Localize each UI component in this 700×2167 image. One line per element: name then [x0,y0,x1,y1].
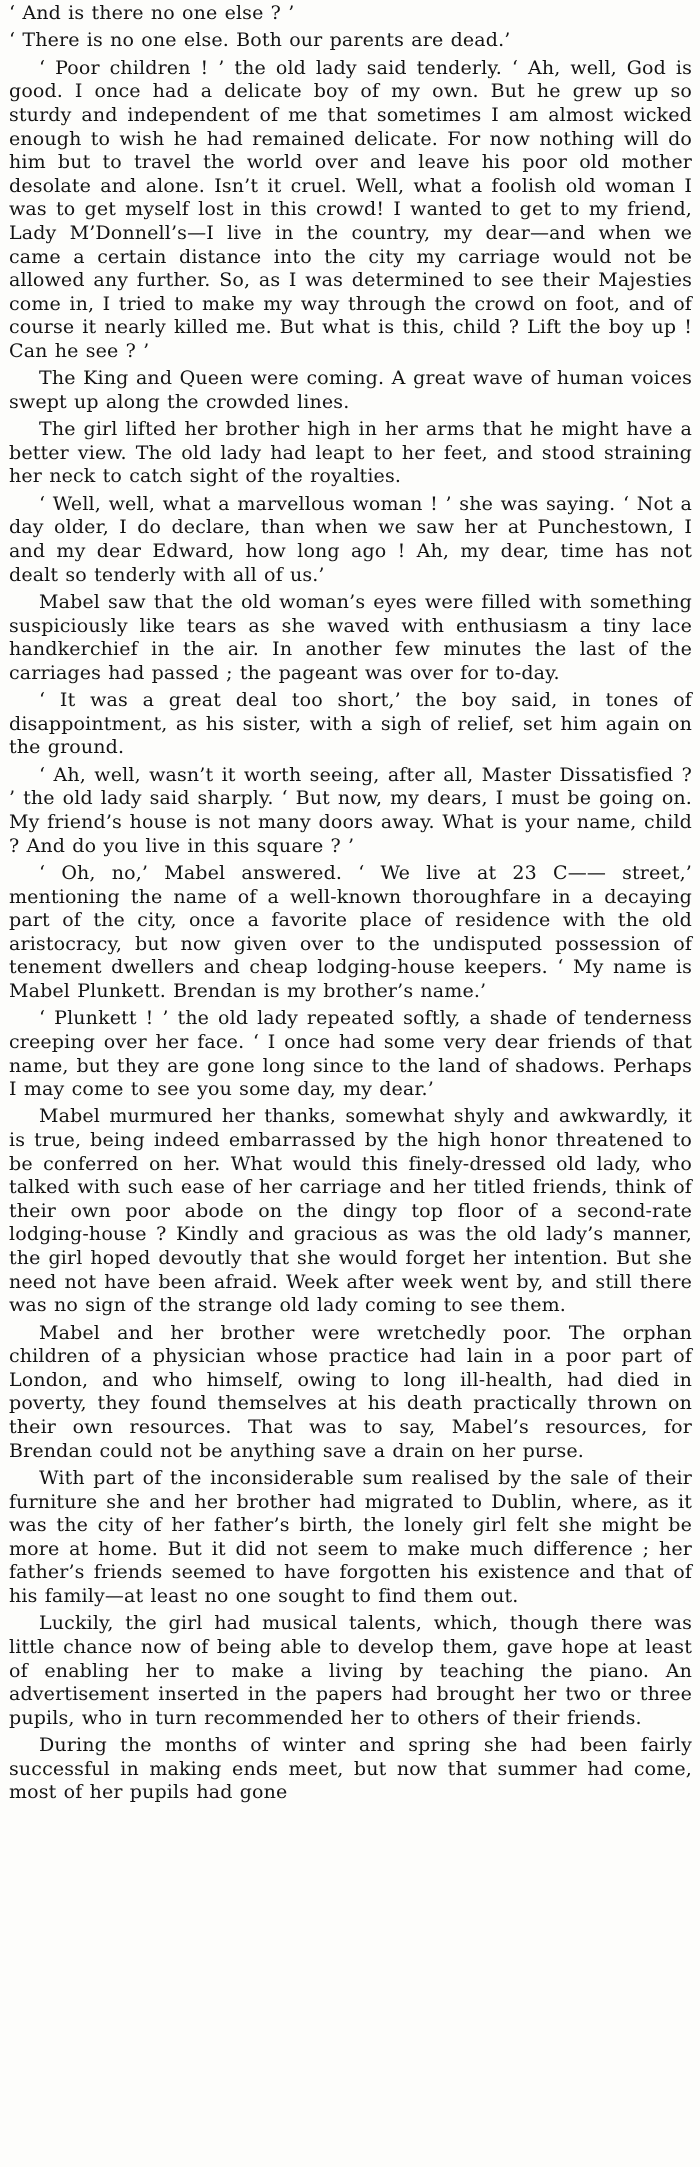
paragraph: Mabel murmured her thanks, somewhat shyly and awkwardly, it is true, being indeed embarrassed by the high honor threatened to be conferred on her. What would this finely-dressed old lady, who talked with such ease of her carriage and her titled friends, think of their own poor abode on the dingy top floor of a second-rate lodging-house ? Kindly and gracious as was the old lady’s manner, the girl hoped devoutly that she would forget her intention. But she need not have been afraid. Week after week went by, and still there was no sign of the strange old lady coming to see them. [9,1105,692,1317]
paragraph: The girl lifted her brother high in her arms that he might have a better view. The old lady had leapt to her feet, and stood straining her neck to catch sight of the royalties. [9,418,692,488]
paragraph: ‘ Plunkett ! ’ the old lady repeated softly, a shade of tenderness creeping over her face. ‘ I once had some very dear friends of that name, but they are gone long since to the land of shadows. Perhaps I may come to see you some day, my dear.’ [9,1007,692,1101]
paragraph: Mabel saw that the old woman’s eyes were filled with something suspiciously like tears as she waved with enthusiasm a tiny lace handkerchief in the air. In another few minutes the last of the carriages had passed ; the pageant was over for to-day. [9,591,692,684]
paragraph: ‘ Ah, well, wasn’t it worth seeing, after all, Master Dissatisfied ? ’ the old lady said sharply. ‘ But now, my dears, I must be going on. My friend’s house is not many doors away. What is your name, child ? And do you live in this square ? ’ [9,763,692,857]
paragraph: Mabel and her brother were wretchedly poor. The orphan children of a physician whose practice had lain in a poor part of London, and who himself, owing to long ill-health, had died in poverty, they found themselves at his death practically thrown on their own resources. That was to say, Mabel’s resources, for Brendan could not be anything save a drain on her purse. [9,1321,692,1462]
article-column [9,2,692,1805]
paragraph: ‘ Poor children ! ’ the old lady said tenderly. ‘ Ah, well, God is good. I once had a delicate boy of my own. But he grew up so sturdy and independent of me that sometimes I am almost wicked enough to wish he had remained delicate. For now nothing will do him but to travel the world over and leave his poor old mother desolate and alone. Isn’t it cruel. Well, what a foolish old woman I was to get myself lost in this crowd! I wanted to get to my friend, Lady M’Donnell’s—I live in the country, my dear—and when we came a certain distance into the city my carriage would not be allowed any further. So, as I was determined to see their Majesties come in, I tried to make my way through the crowd on foot, and of course it nearly killed me. But what is this, child ? Lift the boy up ! Can he see ? ’ [9,56,692,362]
paragraph: During the months of winter and spring she had been fairly successful in making ends meet, but now that summer had come, most of her pupils had gone [9,1734,692,1804]
paragraph: Luckily, the girl had musical talents, which, though there was little chance now of being able to develop them, gave hope at least of enabling her to make a living by teaching the piano. An advertisement inserted in the papers had brought her two or three pupils, who in turn recommended her to others of their friends. [9,1612,692,1729]
paragraph: With part of the inconsiderable sum realised by the sale of their furniture she and her brother had migrated to Dublin, where, as it was the city of her father’s birth, the lonely girl felt she might be more at home. But it did not seem to make much difference ; her father’s friends seemed to have forgotten his existence and that of his family—at least no one sought to find them out. [9,1466,692,1607]
paragraph: ‘ Well, well, what a marvellous woman ! ’ she was saying. ‘ Not a day older, I do declare, than when we saw her at Punchestown, I and my dear Edward, how long ago ! Ah, my dear, time has not dealt so tenderly with all of us.’ [9,492,692,586]
paragraph: ‘ It was a great deal too short,’ the boy said, in tones of disappointment, as his sister, with a sigh of relief, set him again on the ground. [9,689,692,759]
paragraph: ‘ And is there no one else ? ’ [9,2,295,24]
paragraph: ‘ Oh, no,’ Mabel answered. ‘ We live at 23 C—— street,’ mentioning the name of a well-known thoroughfare in a decaying part of the city, once a favorite place of residence with the old aristocracy, but now given over to the undisputed possession of tenement dwellers and cheap lodging-house keepers. ‘ My name is Mabel Plunkett. Brendan is my brother’s name.’ [9,861,692,1002]
paragraph: ‘ There is no one else. Both our parents are dead.’ [9,29,511,52]
paragraph: The King and Queen were coming. A great wave of human voices swept up along the crowded lines. [9,367,692,413]
